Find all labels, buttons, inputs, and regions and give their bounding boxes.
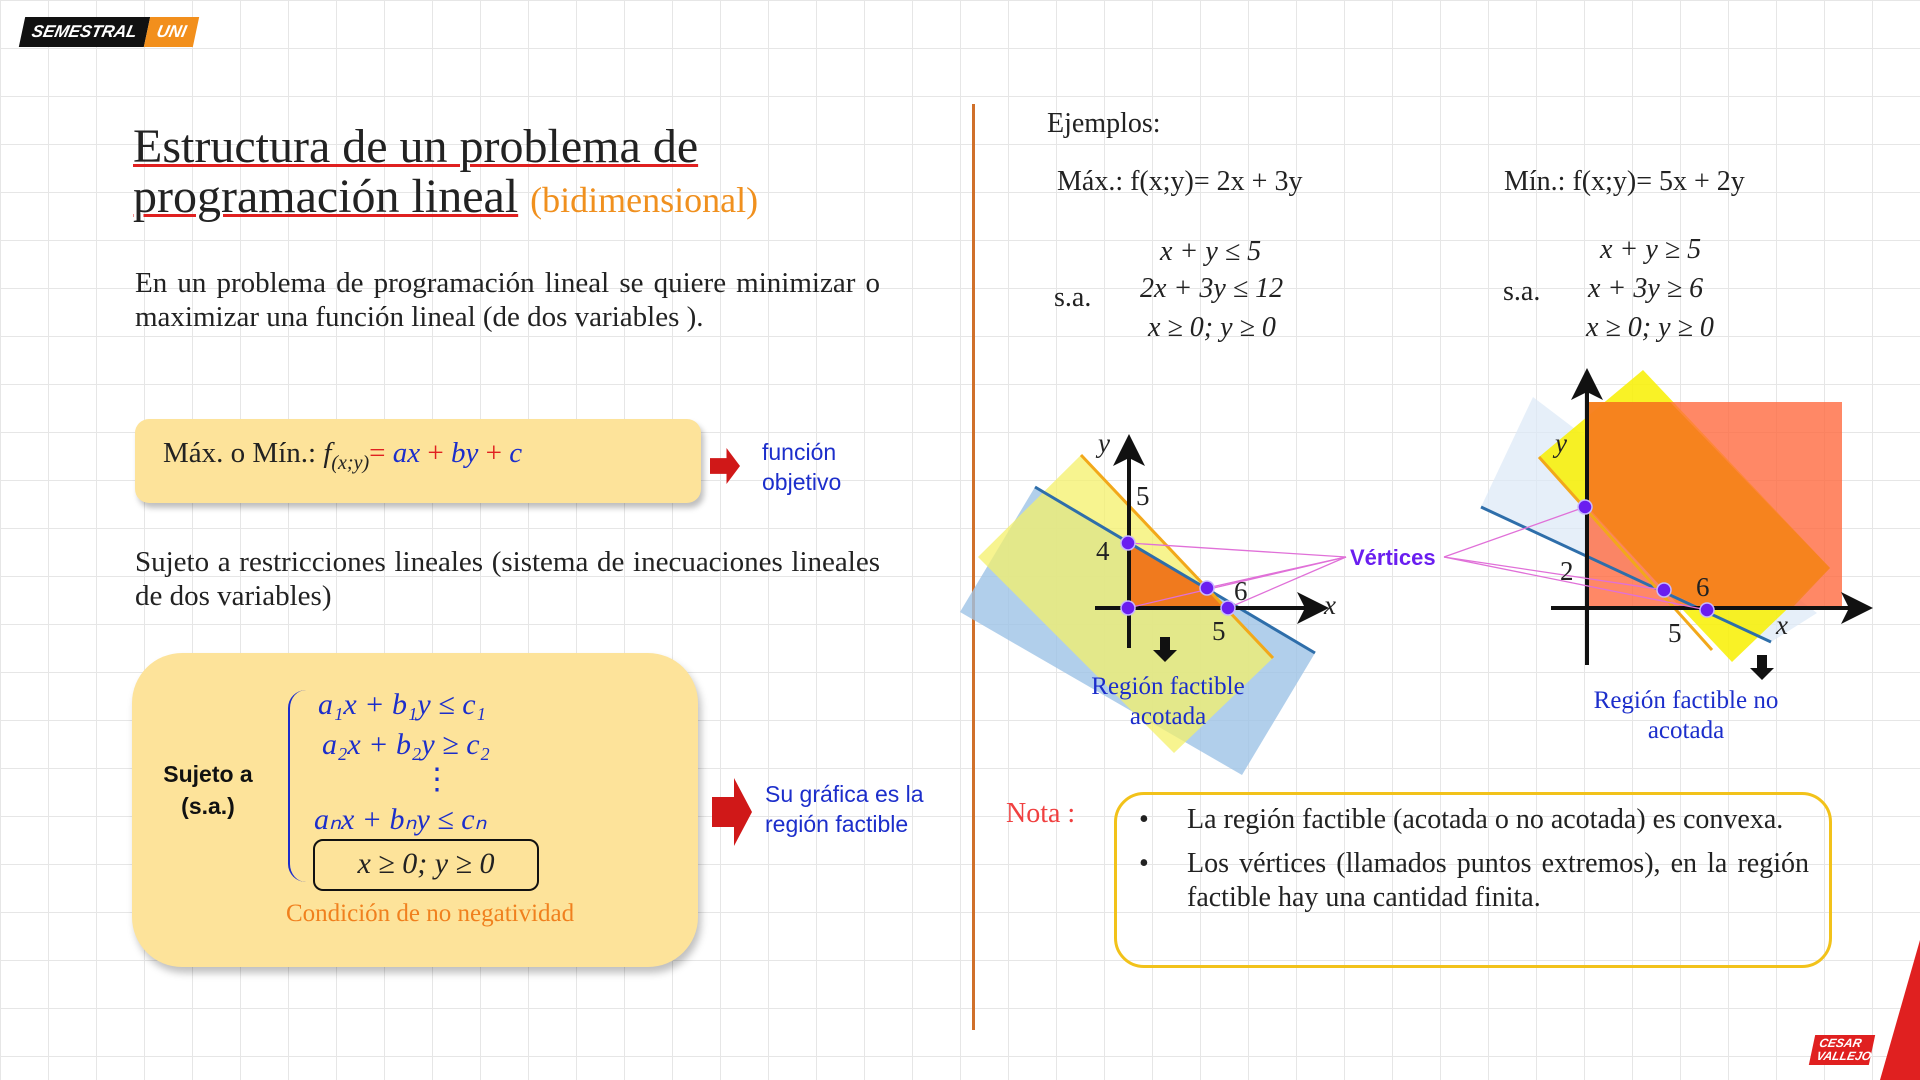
example2-objective: Mín.: f(x;y)= 5x + 2y bbox=[1504, 166, 1745, 197]
nonneg-label: Condición de no negatividad bbox=[286, 900, 575, 927]
tick-label: 5 bbox=[1668, 618, 1682, 648]
example1-row: 2x + 3y ≤ 12 bbox=[1140, 273, 1284, 304]
example2-row: x ≥ 0; y ≥ 0 bbox=[1586, 312, 1714, 343]
plus: + bbox=[427, 437, 444, 469]
constraint-row-n: aₙx + bₙy ≤ cₙ bbox=[314, 803, 487, 836]
example1-caption: Región factible acotada bbox=[1091, 673, 1245, 730]
constraint-dots: ⋮ bbox=[422, 763, 452, 796]
term-a: ax bbox=[392, 437, 421, 469]
nota-item: • Los vértices (llamados puntos extremos), en la región factible hay una cantidad finita. bbox=[1139, 847, 1809, 915]
graph-label: Su gráfica es la región factible bbox=[765, 781, 924, 837]
nota-label: Nota : bbox=[1006, 798, 1076, 829]
f-sub: (x;y) bbox=[331, 451, 370, 474]
constraint-row-1: a₁x + b₁y ≤ c₁ bbox=[318, 688, 486, 721]
title-line1: Estructura de un problema de bbox=[133, 120, 699, 173]
example2-row: x + y ≥ 5 bbox=[1600, 234, 1702, 265]
tick-label: 6 bbox=[1696, 572, 1710, 602]
example1-sa: s.a. bbox=[1054, 282, 1092, 313]
axis-label-y: y bbox=[1098, 428, 1110, 458]
axis-label-x: x bbox=[1776, 610, 1788, 640]
title-suffix: (bidimensional) bbox=[530, 180, 759, 220]
tick-label: 6 bbox=[1234, 576, 1248, 606]
title-line2: programación lineal bbox=[133, 170, 519, 223]
tick-label: 2 bbox=[1560, 556, 1574, 586]
plus: + bbox=[485, 437, 502, 469]
axis-label-y: y bbox=[1555, 428, 1567, 458]
system-label: Sujeto a (s.a.) bbox=[163, 761, 253, 819]
objective-label: función objetivo bbox=[762, 439, 842, 495]
example2-row: x + 3y ≥ 6 bbox=[1588, 273, 1704, 304]
objective-prefix: Máx. o Mín.: bbox=[163, 437, 324, 469]
examples-heading: Ejemplos: bbox=[1047, 108, 1161, 139]
nonneg-box: x ≥ 0; y ≥ 0 bbox=[313, 839, 539, 891]
logo-text: SEMESTRAL bbox=[19, 17, 150, 47]
constraints-intro: Sujeto a restricciones lineales (sistema de inecuaciones lineales de dos variables) bbox=[135, 546, 880, 612]
term-b: by bbox=[450, 437, 479, 469]
tick-label: 5 bbox=[1136, 481, 1150, 511]
example1-row: x + y ≤ 5 bbox=[1160, 236, 1262, 267]
axis-label-x: x bbox=[1324, 590, 1336, 620]
nota-item: • La región factible (acotada o no acotada) es convexa. bbox=[1139, 803, 1809, 837]
f: f bbox=[323, 437, 332, 469]
example2-sa: s.a. bbox=[1503, 276, 1541, 307]
term-c: c bbox=[509, 437, 523, 469]
nota-box bbox=[1114, 792, 1832, 968]
vertices-label: Vértices bbox=[1350, 545, 1436, 570]
tick-label: 5 bbox=[1212, 616, 1226, 646]
logo-text-uni: UNI bbox=[144, 17, 200, 47]
example2-caption: Región factible no acotada bbox=[1593, 687, 1779, 744]
example1-row: x ≥ 0; y ≥ 0 bbox=[1148, 312, 1276, 343]
cesar-vallejo-logo: CESAR VALLEJO bbox=[1809, 1035, 1875, 1065]
intro-text: En un problema de programación lineal se quiere minimizar o maximizar una función lineal (de dos variables ). bbox=[135, 267, 880, 333]
constraint-row-2: a₂x + b₂y ≥ c₂ bbox=[322, 728, 490, 761]
tick-label: 4 bbox=[1096, 536, 1110, 566]
example1-objective: Máx.: f(x;y)= 2x + 3y bbox=[1057, 166, 1303, 197]
eq: = bbox=[369, 437, 386, 469]
